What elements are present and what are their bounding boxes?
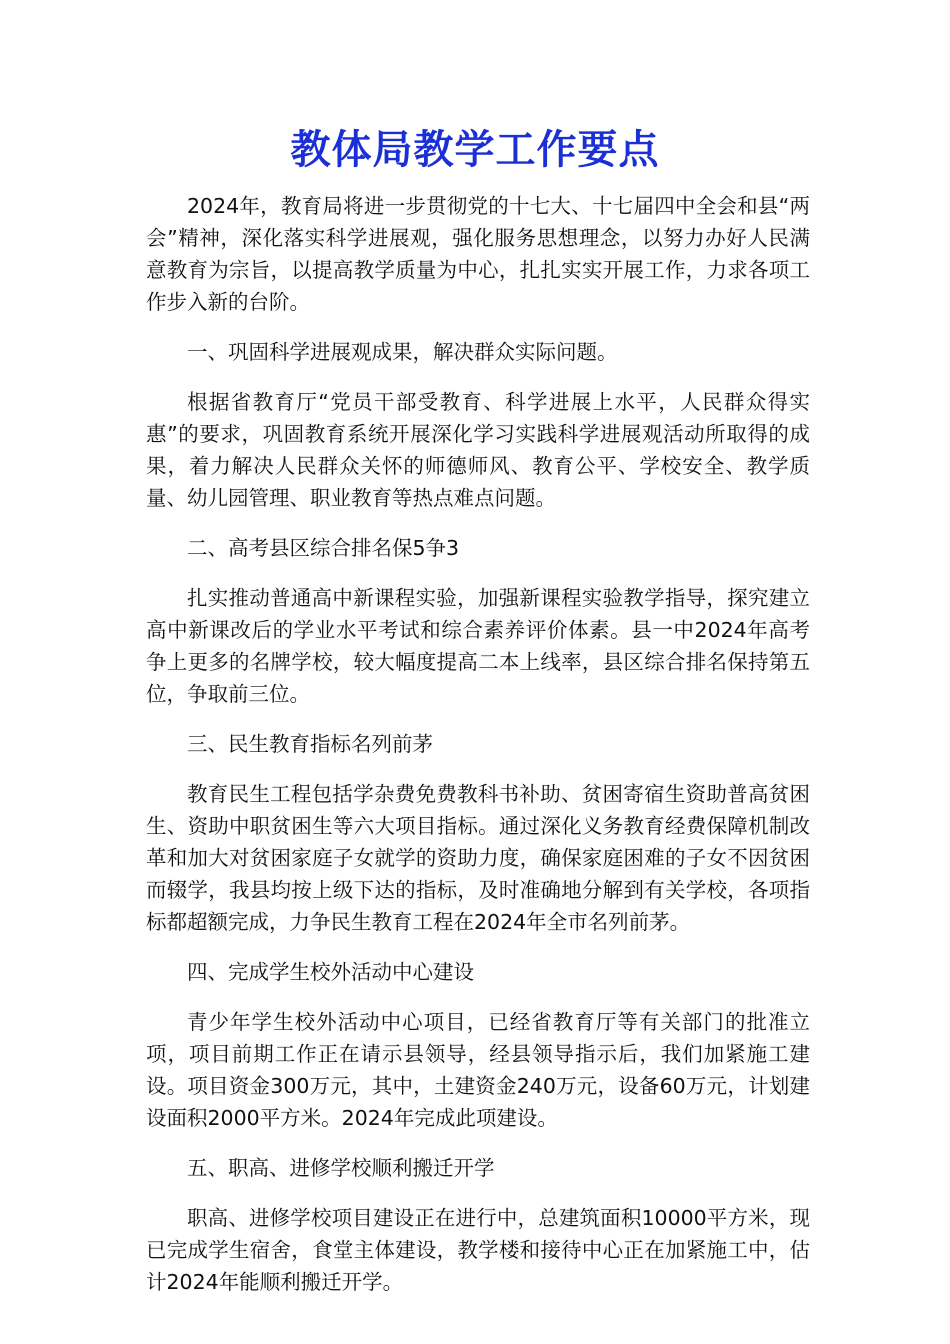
section-body-4: 青少年学生校外活动中心项目，已经省教育厅等有关部门的批准立项，项目前期工作正在请示县领导，经县领导指示后，我们加紧施工建设。项目资金300万元，其中，土建资金240万元，设备60万元，计划建设面积2000平方米。2024年完成此项建设。 (146, 1010, 810, 1130)
intro-paragraph: 2024年，教育局将进一步贯彻党的十七大、十七届四中全会和县“两会”精神，深化落实科学进展观，强化服务思想理念，以努力办好人民满意教育为宗旨，以提高教学质量为中心，扎扎实实开展工作，力求各项工作步入新的台阶。 (146, 194, 810, 314)
section-heading-2: 二、高考县区综合排名保5争3 (187, 536, 460, 560)
document-body (146, 190, 810, 1298)
section-body-3: 教育民生工程包括学杂费免费教科书补助、贫困寄宿生资助普高贫困生、资助中职贫困生等六大项目指标。通过深化义务教育经费保障机制改革和加大对贫困家庭子女就学的资助力度，确保家庭困难的子女不因贫困而辍学，我县均按上级下达的指标，及时准确地分解到有关学校，各项指标都超额完成，力争民生教育工程在2024年全市名列前茅。 (146, 782, 810, 934)
section-body-2: 扎实推动普通高中新课程实验，加强新课程实验教学指导，探究建立高中新课改后的学业水平考试和综合素养评价体素。县一中2024年高考争上更多的名牌学校，较大幅度提高二本上线率，县区综合排名保持第五位，争取前三位。 (146, 586, 810, 706)
section-heading-4: 四、完成学生校外活动中心建设 (187, 960, 474, 984)
section-body-5: 职高、进修学校项目建设正在进行中，总建筑面积10000平方米，现已完成学生宿舍，食堂主体建设，教学楼和接待中心正在加紧施工中，估计2024年能顺利搬迁开学。 (146, 1206, 810, 1294)
section-heading-5: 五、职高、进修学校顺利搬迁开学 (187, 1156, 495, 1180)
document-title: 教体局教学工作要点 (290, 126, 660, 173)
section-heading-1: 一、巩固科学进展观成果，解决群众实际问题。 (187, 340, 618, 364)
section-heading-3: 三、民生教育指标名列前茅 (187, 732, 433, 756)
section-body-1: 根据省教育厅“党员干部受教育、科学进展上水平，人民群众得实惠”的要求，巩固教育系统开展深化学习实践科学进展观活动所取得的成果，着力解决人民群众关怀的师德师风、教育公平、学校安全、教学质量、幼儿园管理、职业教育等热点难点问题。 (146, 390, 810, 510)
